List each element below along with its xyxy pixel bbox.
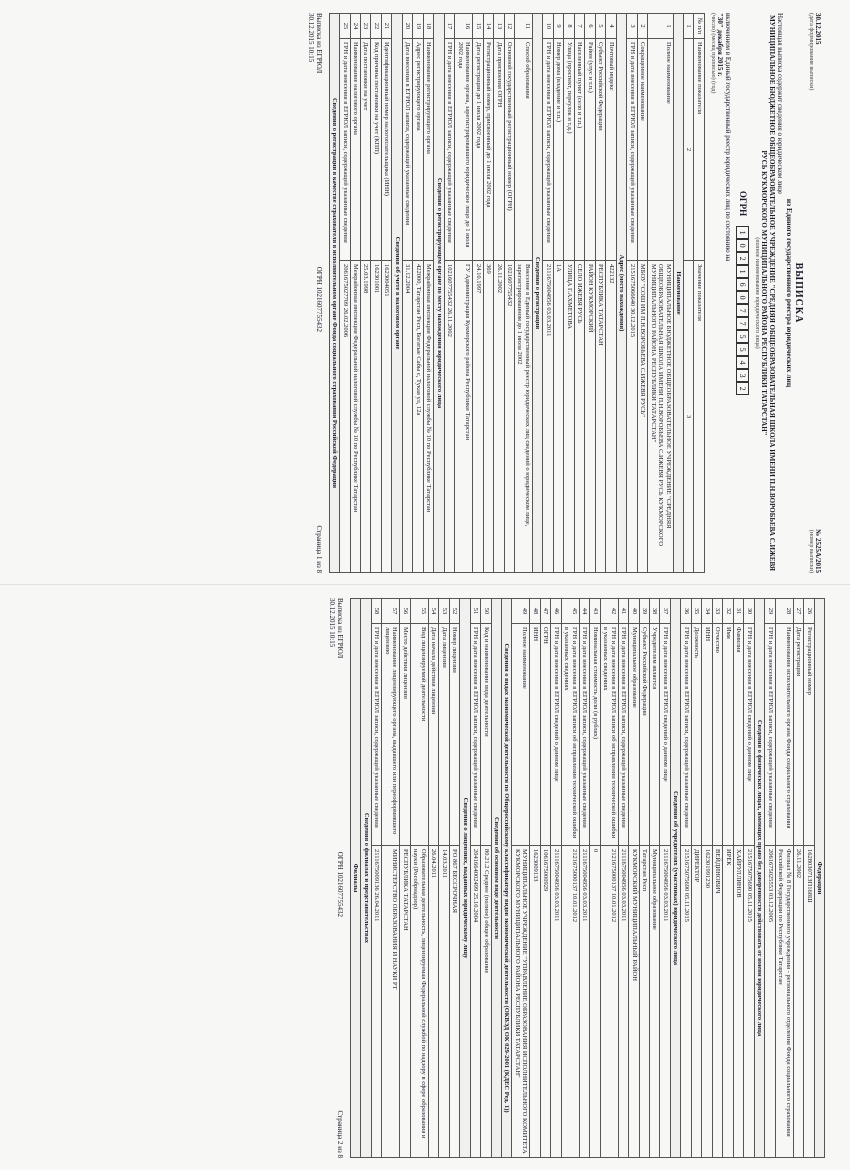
row-value: ДИРЕКТОР xyxy=(691,846,701,1158)
row-number: 43 xyxy=(590,599,600,624)
row-value: ВЕЙДИНОВИЧ xyxy=(712,846,722,1158)
row-value: 26.04.2011 xyxy=(428,846,438,1158)
row-label: Почтовый индекс xyxy=(606,39,616,261)
row-value: 1021607755432 xyxy=(504,261,514,573)
row-number: 31 xyxy=(733,599,743,624)
section-authorized-persons: Сведения о физических лицах, имеющих право без доверенности действовать от имени юридического лица xyxy=(754,599,764,1158)
table-row xyxy=(660,599,670,1158)
row-number: 40 xyxy=(629,599,639,624)
table-row xyxy=(371,14,381,573)
row-label: ГРН и дата внесения в ЕГРЮЛ записи, содержащей указанные сведения xyxy=(765,624,775,846)
row-label: Имя xyxy=(723,624,733,846)
row-label: ГРН и дата внесения в ЕГРЮЛ записи, содержащей указанные сведения xyxy=(371,624,381,846)
row-number: 53 xyxy=(439,599,449,624)
ogrn-digit: 5 xyxy=(736,330,749,343)
row-number: 23 xyxy=(360,14,370,39)
row-number: 37 xyxy=(660,599,670,624)
table-row xyxy=(423,14,433,573)
row-number: 19 xyxy=(413,14,423,39)
row-number: 5 xyxy=(595,14,605,39)
table-row xyxy=(551,599,561,1158)
section-name: Наименование xyxy=(673,14,683,573)
row-label: ИНН xyxy=(530,624,540,846)
row-value: РО 867 БЕССРОЧНАЯ xyxy=(449,846,459,1158)
table-row xyxy=(428,599,438,1158)
section-licenses: Сведения о лицензиях, выданных юридическому лицу xyxy=(460,599,470,1158)
row-number: 32 xyxy=(723,599,733,624)
table-colnum-row xyxy=(683,14,693,573)
row-value: РАЙОН КУКМОРСКИЙ xyxy=(585,261,595,573)
section-branches: Сведения о филиалах и представительствах xyxy=(361,599,371,1158)
row-number: 42 xyxy=(600,599,618,624)
row-value: Филиал № 8 Государственного учреждения - регионального отделения Фонда социального страхования Российской Федерации по Республике Татарстан xyxy=(775,846,793,1158)
row-number: 14 xyxy=(483,14,493,39)
row-value: ХАЙРУЛЛИНОВ xyxy=(733,846,743,1158)
row-label: ГРН и дата внесения в ЕГРЮЛ записи об исправлении технической ошибки в указанных сведениях xyxy=(600,624,618,846)
row-number: 28 xyxy=(775,599,793,624)
row-label: Населенный пункт (село и т.п.) xyxy=(574,39,584,261)
row-label: ГРН и дата внесения в ЕГРЮЛ сведений о данном лице xyxy=(551,624,561,846)
row-value: 80.21.2 Среднее (полное) общее образование xyxy=(481,846,491,1158)
row-label: ГРН и дата внесения в ЕГРЮЛ записи об исправлении технической ошибки в указанных сведениях xyxy=(561,624,579,846)
row-number: 56 xyxy=(400,599,410,624)
section-founders: Сведения об учредителях (участниках) юридического лица xyxy=(670,599,680,1158)
section-reg-authority: Сведения о регистрирующем органе по месту нахождения юридического лица xyxy=(434,14,444,573)
page-title: ВЫПИСКА xyxy=(793,262,805,324)
row-label: Муниципальное образование xyxy=(629,624,639,846)
row-label: Место действия лицензии xyxy=(400,624,410,846)
col-value-header: Значение показателя xyxy=(694,261,704,573)
state-date: "30" декабря 2015 г. xyxy=(715,13,724,77)
table-row xyxy=(402,14,412,573)
table-row xyxy=(400,599,410,1158)
table-row xyxy=(553,14,563,573)
ogrn-line xyxy=(736,13,749,573)
footer-ogrn: ОГРН 1021607755432 xyxy=(314,266,323,333)
table-row xyxy=(639,599,649,1158)
row-number: 9 xyxy=(553,14,563,39)
intro-text: Настоящая выписка содержит сведения о юридическом лице xyxy=(775,13,784,195)
table-row xyxy=(410,599,428,1158)
section-address: Адрес (место нахождения) xyxy=(616,14,626,573)
table-row xyxy=(702,599,712,1158)
table-row xyxy=(504,14,514,573)
row-number: 39 xyxy=(639,599,649,624)
row-number: 36 xyxy=(681,599,691,624)
row-label: Учредителем является xyxy=(650,624,660,846)
table-row xyxy=(775,599,793,1158)
row-label: Наименование налогового органа xyxy=(350,39,360,261)
table-row xyxy=(540,599,550,1158)
row-label: Наименование регистрирующего органа xyxy=(423,39,433,261)
table-row xyxy=(637,14,647,573)
table-row xyxy=(574,14,584,573)
col-num: 2 xyxy=(683,39,693,261)
row-value: СЕЛО ИЖЕВЯ РУСЬ xyxy=(574,261,584,573)
page-2-content xyxy=(25,598,825,1158)
row-label: Субъект Российской Федерации xyxy=(639,624,649,846)
row-label: Вид лицензируемой деятельности xyxy=(410,624,428,846)
row-value: 31.12.2004 xyxy=(402,261,412,573)
row-value: 2111675004956 03.03.2011 xyxy=(660,846,670,1158)
ogrn-digits xyxy=(736,226,749,395)
footer-left: Выписка из ЕГРЮЛ 30.12.2015 10:15 xyxy=(306,13,323,74)
row-value: МБОУ "СОШ ИМ П.Н.ВОРОБЬЕВА С.ИЖЕВЯ РУСЬ" xyxy=(637,261,647,573)
row-value: 0 xyxy=(590,846,600,1158)
row-value: ГУ Администрация Кукморского района Республики Татарстан xyxy=(455,261,473,573)
row-number: 6 xyxy=(585,14,595,39)
row-label: ГРН и дата внесения в ЕГРЮЛ записи, содержащей указанные сведения xyxy=(444,39,454,261)
row-label: ГРН и дата внесения в ЕГРЮЛ записи, содержащей указанные сведения xyxy=(681,624,691,846)
table-row xyxy=(681,599,691,1158)
footer-left: Выписка из ЕГРЮЛ 30.12.2015 10:15 xyxy=(327,598,344,659)
table-row xyxy=(473,14,483,573)
row-label: ГРН и дата внесения в ЕГРЮЛ записи, содержащей указанные сведения xyxy=(618,624,628,846)
row-number: 44 xyxy=(579,599,589,624)
row-label: Номинальная стоимость доли (в рублях) xyxy=(590,624,600,846)
row-label: Дата лицензии xyxy=(439,624,449,846)
table-row xyxy=(561,599,579,1158)
page-subtitle: из Единого государственного реестра юридических лиц xyxy=(784,198,794,388)
state-date-caption: (число) (месяц прописью) (год) xyxy=(709,13,716,94)
row-label: Отчество xyxy=(712,624,722,846)
row-value: 2121675000137 10.01.2012 xyxy=(600,846,618,1158)
table-row xyxy=(371,599,381,1158)
row-number: 21 xyxy=(381,14,391,39)
row-number: 20 xyxy=(402,14,412,39)
row-value: 1623009133 xyxy=(530,846,540,1158)
row-value: 2111675004956 03.03.2011 xyxy=(618,846,628,1158)
table-row xyxy=(530,599,540,1158)
table-row xyxy=(564,14,574,573)
row-number: 48 xyxy=(530,599,540,624)
col-num: 1 xyxy=(683,14,693,39)
row-label: Дата начала действия лицензии xyxy=(428,624,438,846)
table-row xyxy=(618,599,628,1158)
row-label: Наименование исполнительного органа Фонда социального страхования xyxy=(775,624,793,846)
row-number: 4 xyxy=(606,14,616,39)
row-number: 24 xyxy=(350,14,360,39)
row-label: Фамилия xyxy=(733,624,743,846)
page-1-footer xyxy=(306,13,322,573)
row-label: Улица (проспект, переулок и т.д.) xyxy=(564,39,574,261)
row-label: Регистрационный номер, присвоенный до 1 июля 2002 года xyxy=(483,39,493,261)
table-row xyxy=(595,14,605,573)
col-name-header: Наименование показателя xyxy=(694,39,704,261)
ogrn-digit: 0 xyxy=(736,291,749,304)
row-number: 41 xyxy=(618,599,628,624)
table-row xyxy=(382,599,400,1158)
ogrn-digit: 7 xyxy=(736,304,749,317)
row-label: Наименование органа, зарегистрировавшего юридическое лицо до 1 июля 2002 года xyxy=(455,39,473,261)
table-row xyxy=(449,599,459,1158)
footer-page-number: Страница 2 из 8 xyxy=(335,1110,344,1158)
section-fss: Сведения о регистрации в качестве страхователя в исполнительном органе Фонда социального страхования Российской Федерации xyxy=(329,14,339,573)
ogrn-digit: 5 xyxy=(736,343,749,356)
ogrn-digit: 2 xyxy=(736,382,749,395)
table-row xyxy=(515,14,533,573)
row-value: 2151675075690 05.11.2015 xyxy=(744,846,754,1158)
row-value: 14.03.2011 xyxy=(439,846,449,1158)
table-row xyxy=(444,14,454,573)
row-number: 13 xyxy=(494,14,504,39)
date-formed-caption: (дата формирования выписки) xyxy=(807,13,814,91)
table-row xyxy=(455,14,473,573)
table-row xyxy=(381,14,391,573)
table-row xyxy=(712,599,722,1158)
ogrn-digit: 1 xyxy=(736,265,749,278)
table-row xyxy=(483,14,493,573)
row-value: РЕСПУБЛИКА ТАТАРСТАН xyxy=(595,261,605,573)
table-row xyxy=(600,599,618,1158)
table-row xyxy=(648,14,673,573)
row-number: 3 xyxy=(627,14,637,39)
row-value: 2121675000137 10.01.2012 xyxy=(561,846,579,1158)
table-header-row xyxy=(694,14,704,573)
row-label: Номер лицензии xyxy=(449,624,459,846)
row-value: 422132 xyxy=(606,261,616,573)
row-value: РЕСПУБЛИКА ТАТАРСТАН xyxy=(400,846,410,1158)
table-row xyxy=(627,14,637,573)
row-value: МИНИСТЕРСТВО ОБРАЗОВАНИЯ И НАУКИ РТ xyxy=(382,846,400,1158)
row-number: 46 xyxy=(551,599,561,624)
row-value: 1А xyxy=(553,261,563,573)
row-number: 11 xyxy=(515,14,533,39)
date-formed: 30.12.2015 xyxy=(814,13,822,45)
row-value: 1021607755432 26.11.2002 xyxy=(444,261,454,573)
row-label: Основной государственный регистрационный номер (ОГРН) xyxy=(504,39,514,261)
row-value: КУКМОРСКИЙ МУНИЦИПАЛЬНЫЙ РАЙОН xyxy=(629,846,639,1158)
row-label: ГРН и дата внесения в ЕГРЮЛ записи, содержащей указанные сведения xyxy=(340,39,350,261)
table-row xyxy=(691,599,701,1158)
row-label: Способ образования xyxy=(515,39,533,261)
table-row xyxy=(765,599,775,1158)
ogrn-digit: 6 xyxy=(736,278,749,291)
row-value: МУНИЦИПАЛЬНОЕ БЮДЖЕТНОЕ ОБЩЕОБРАЗОВАТЕЛЬНОЕ УЧРЕЖДЕНИЕ "СРЕДНЯЯ ОБЩЕОБРАЗОВАТЕЛЬНАЯ ШКОЛА ИМЕНИ П.Н.ВОРОБЬЕВА С.ИЖЕВЯ РУСЬ КУКМОРСКОГО МУНИЦИПАЛЬНОГО РАЙОНА РЕСПУБЛИКИ ТАТАРСТАН" xyxy=(648,261,673,573)
row-value: 2061675027709 26.02.2006 xyxy=(340,261,350,573)
org-name: МУНИЦИПАЛЬНОЕ БЮДЖЕТНОЕ ОБЩЕОБРАЗОВАТЕЛЬНОЕ УЧРЕЖДЕНИЕ "СРЕДНЯЯ ОБЩЕОБРАЗОВАТЕЛЬНАЯ ШКОЛА ИМЕНИ П.Н.ВОРОБЬЕВА С.ИЖЕВЯ РУСЬ КУКМОРСКОГО МУНИЦИПАЛЬНОГО РАЙОНА РЕСПУБЛИКИ ТАТАРСТАН" xyxy=(759,15,776,571)
row-number: 57 xyxy=(382,599,400,624)
table-row xyxy=(543,14,553,573)
row-number: 2 xyxy=(637,14,647,39)
row-label: Код причины постановки на учет (КПП) xyxy=(371,39,381,261)
row-value: 24.10.1997 xyxy=(473,261,483,573)
row-label: Дата внесения в ЕГРЮЛ записи, содержащей указанные сведения xyxy=(402,39,412,261)
org-name-caption: (полное наименование юридического лица) xyxy=(753,237,760,349)
row-label: Наименование лицензирующего органа, выдавшего или переоформившего лицензию xyxy=(382,624,400,846)
row-label: Номер дома (владение и т.п.) xyxy=(553,39,563,261)
row-label: Район (улус и т.п.) xyxy=(585,39,595,261)
row-value: 162301991230 xyxy=(702,846,712,1158)
row-value: Межрайонная инспекция Федеральной налоговой службы № 10 по Республике Татарстан xyxy=(423,261,433,573)
table-row xyxy=(470,599,480,1158)
table-row xyxy=(360,14,370,573)
row-number: 22 xyxy=(371,14,381,39)
row-number: 16 xyxy=(455,14,473,39)
row-number: 8 xyxy=(564,14,574,39)
table-row xyxy=(512,599,530,1158)
row-label: Субъект Российской Федерации xyxy=(595,39,605,261)
row-number: 1 xyxy=(648,14,673,39)
row-label: ОГРН xyxy=(540,624,550,846)
row-label: Должность xyxy=(691,624,701,846)
row-value: 162803071ЗП168Ш xyxy=(804,846,814,1158)
row-number: 15 xyxy=(473,14,483,39)
row-value: 26.11.2002 xyxy=(793,846,803,1158)
row-number: 17 xyxy=(444,14,454,39)
row-value: 2111675004956 03.03.2011 xyxy=(543,261,553,573)
row-number: 27 xyxy=(793,599,803,624)
row-number: 12 xyxy=(504,14,514,39)
row-value: 2041664002499 25.10.2004 xyxy=(470,846,480,1158)
row-number: 49 xyxy=(512,599,530,624)
table-row xyxy=(733,599,743,1158)
row-value: МУНИЦИПАЛЬНОЕ УЧРЕЖДЕНИЕ "УПРАВЛЕНИЕ ОБРАЗОВАНИЯ ИСПОЛНИТЕЛЬНОГО КОМИТЕТА КУКМОРСКОГО МУНИЦИПАЛЬНОГО РАЙОНА РЕСПУБЛИКИ ТАТАРСТАН" xyxy=(512,846,530,1158)
row-label: ГРН и дата внесения в ЕГРЮЛ сведений о данном лице xyxy=(660,624,670,846)
col-no-header: № п/п xyxy=(694,14,704,39)
row-number: 58 xyxy=(371,599,381,624)
row-number: 38 xyxy=(650,599,660,624)
table-row xyxy=(650,599,660,1158)
footer-ogrn: ОГРН 1021607755432 xyxy=(335,851,344,918)
row-label: Дата присвоения ОГРН xyxy=(494,39,504,261)
section-branches-sub: Филиалы xyxy=(350,599,360,1158)
table-row xyxy=(723,599,733,1158)
row-value: 2151675075690 05.11.2015 xyxy=(681,846,691,1158)
row-label: Полное наименование xyxy=(648,39,673,261)
row-label: ИНН xyxy=(702,624,712,846)
ogrn-digit: 3 xyxy=(736,369,749,382)
row-label: Дата регистрации до 1 июля 2002 года xyxy=(473,39,483,261)
row-value: УЛИЦА Г.АХМЕТОВА xyxy=(564,261,574,573)
table-row xyxy=(439,599,449,1158)
table-row xyxy=(606,14,616,573)
row-value: Татарстан Респ xyxy=(639,846,649,1158)
row-label: Полное наименование xyxy=(512,624,530,846)
table-row xyxy=(629,599,639,1158)
row-value: 2151675066640 30.12.2015 xyxy=(627,261,637,573)
section-okved-main: Сведения об основном виде деятельности xyxy=(491,599,501,1158)
row-value: Межрайонная инспекция Федеральной налоговой службы № 10 по Республике Татарстан xyxy=(350,261,360,573)
row-value: 422000, Татарстан Респ, Богатые Сабы с, Тукая ул, 12а xyxy=(413,261,423,573)
row-number: 51 xyxy=(470,599,480,624)
row-label: Идентификационный номер налогоплательщика (ИНН) xyxy=(381,39,391,261)
row-value: 26.11.2002 xyxy=(494,261,504,573)
row-number: 45 xyxy=(561,599,579,624)
table-row xyxy=(590,599,600,1158)
row-number: 33 xyxy=(712,599,722,624)
row-label: Дата постановки на учет xyxy=(360,39,370,261)
row-number: 35 xyxy=(691,599,701,624)
table-row xyxy=(585,14,595,573)
row-value: 2111675004956 03.03.2011 xyxy=(579,846,589,1158)
ogrn-digit: 2 xyxy=(736,252,749,265)
col-num: 3 xyxy=(683,261,693,573)
row-value: 2111675004956 03.03.2011 xyxy=(551,846,561,1158)
ogrn-digit: 7 xyxy=(736,317,749,330)
table-row xyxy=(481,599,491,1158)
row-number: 55 xyxy=(410,599,428,624)
row-number: 54 xyxy=(428,599,438,624)
row-number: 18 xyxy=(423,14,433,39)
row-value: 1061675000929 xyxy=(540,846,550,1158)
row-label: ГРН и дата внесения в ЕГРЮЛ записи, содержащей указанные сведения xyxy=(470,624,480,846)
row-number: 34 xyxy=(702,599,712,624)
ogrn-digit: 0 xyxy=(736,239,749,252)
table-row xyxy=(744,599,754,1158)
extract-page-2 xyxy=(0,585,850,1170)
row-label: ГРН и дата внесения в ЕГРЮЛ записи, содержащей указанные сведения xyxy=(579,624,589,846)
row-value: 2111675009136 26.04.2011 xyxy=(371,846,381,1158)
section-okved: Сведения о видах экономической деятельности по Общероссийскому классификатору видов экономической деятельности (ОКВЭД ОК 029-2001 (КДЕС Ред. 1)) xyxy=(502,599,512,1158)
row-number: 52 xyxy=(449,599,459,624)
table-row xyxy=(579,599,589,1158)
row-number: 50 xyxy=(481,599,491,624)
row-number: 30 xyxy=(744,599,754,624)
row-label: ГРН и дата внесения в ЕГРЮЛ записи, содержащей указанные сведения xyxy=(627,39,637,261)
row-number: 7 xyxy=(574,14,584,39)
row-value: Внесение в Единый государственный реестр юридических лиц сведений о юридическом лице, зарегистрированном до 1 июля 2002 xyxy=(515,261,533,573)
section-fss-tail: Федерации xyxy=(814,599,824,1158)
row-label: Код и наименование вида деятельности xyxy=(481,624,491,846)
page-1-table xyxy=(329,13,705,573)
extract-number: № 2525А/2015 xyxy=(814,529,822,573)
ogrn-digit: 4 xyxy=(736,356,749,369)
row-number: 26 xyxy=(804,599,814,624)
page-2-table xyxy=(350,598,825,1158)
row-number: 47 xyxy=(540,599,550,624)
table-row xyxy=(804,599,814,1158)
row-label: Сокращенное наименование xyxy=(637,39,647,261)
row-number: 29 xyxy=(765,599,775,624)
footer-page-number: Страница 1 из 8 xyxy=(314,525,323,573)
page-2-footer xyxy=(328,598,344,1158)
row-label: Адрес регистрирующего органа xyxy=(413,39,423,261)
ogrn-digit: 1 xyxy=(736,226,749,239)
row-value: ИРЕК xyxy=(723,846,733,1158)
page-1-content xyxy=(25,13,825,573)
table-row xyxy=(340,14,350,573)
row-value: 25.03.1998 xyxy=(360,261,370,573)
row-value: 1623004051 xyxy=(381,261,391,573)
table-row xyxy=(793,599,803,1158)
row-label: ГРН и дата внесения в ЕГРЮЛ сведений о данном лице xyxy=(744,624,754,846)
table-row xyxy=(494,14,504,573)
table-row xyxy=(413,14,423,573)
included-text: включенном в Единый государственный реестр юридических лиц по состоянию на xyxy=(723,13,732,262)
row-label: Дата регистрации xyxy=(793,624,803,846)
section-tax: Сведения об учете в налоговом органе xyxy=(392,14,402,573)
row-label: Регистрационный номер xyxy=(804,624,814,846)
ogrn-label: ОГРН xyxy=(737,190,748,217)
section-registration: Сведения о регистрации xyxy=(532,14,542,573)
row-number: 10 xyxy=(543,14,553,39)
row-value: 162301001 xyxy=(371,261,381,573)
row-number: 25 xyxy=(340,14,350,39)
row-value: 2061675025553 03.12.2005 xyxy=(765,846,775,1158)
extract-number-caption: (номер выписки) xyxy=(807,529,814,573)
row-label: ГРН и дата внесения в ЕГРЮЛ записи, содержащей указанные сведения xyxy=(543,39,553,261)
row-value: Образовательная деятельность, лицензируемая Федеральной службой по надзору в сфере образования и науки (Рособрнадзор) xyxy=(410,846,428,1158)
row-value: 369 xyxy=(483,261,493,573)
row-value: Муниципальное образование xyxy=(650,846,660,1158)
table-row xyxy=(350,14,360,573)
